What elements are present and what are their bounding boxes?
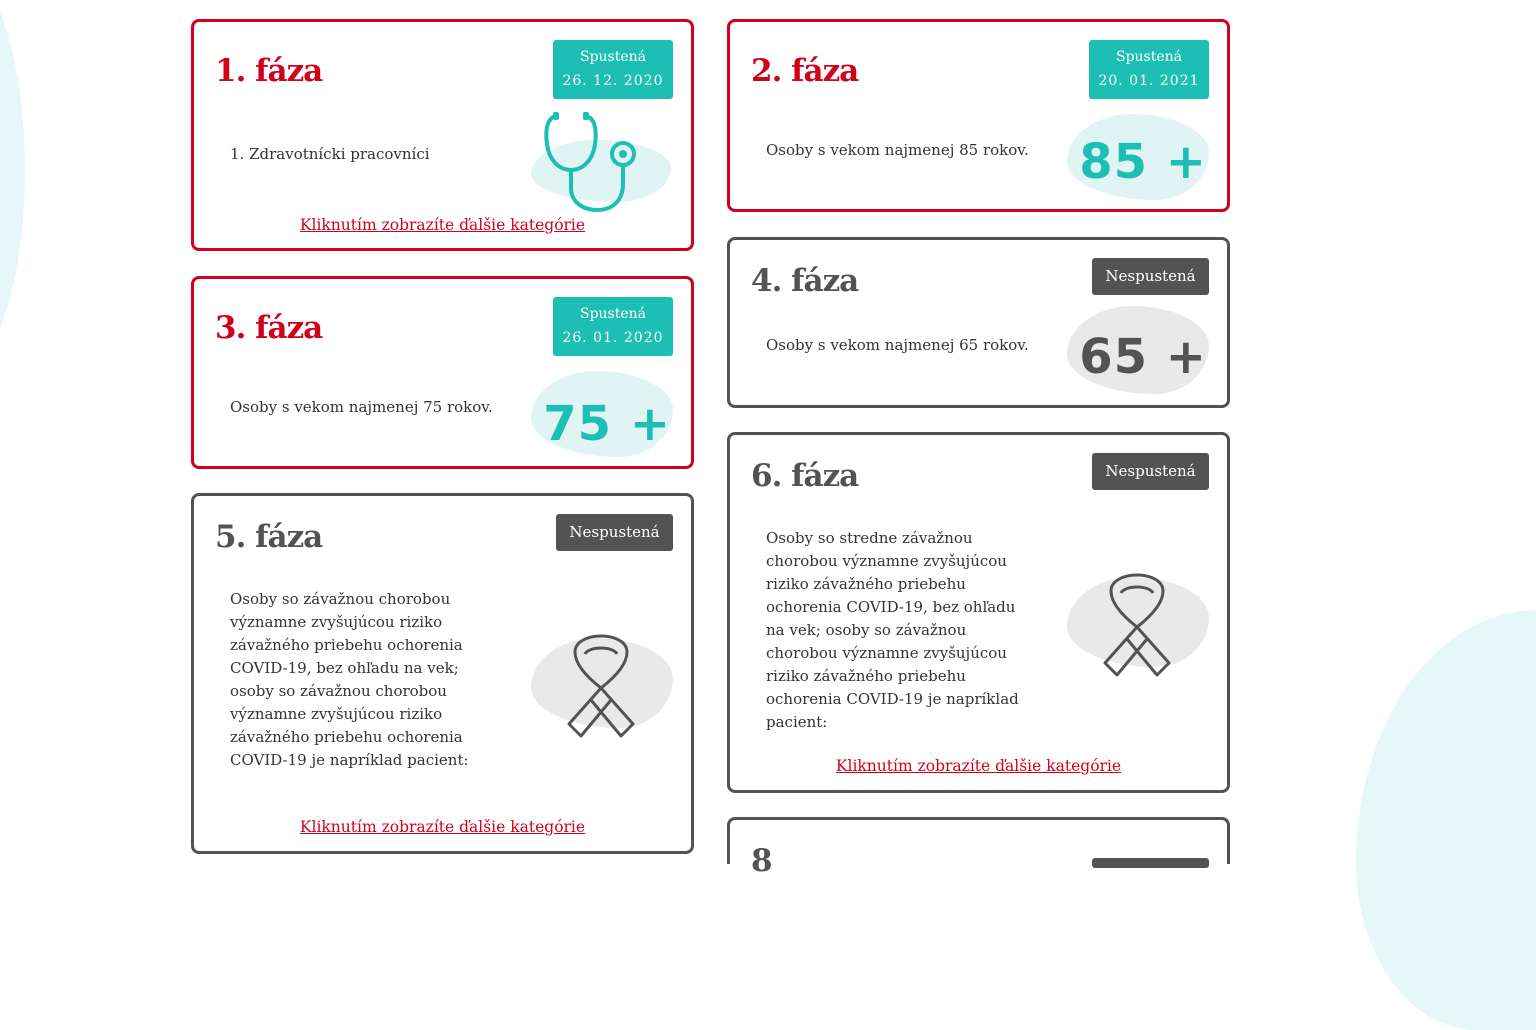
phase-card-2 <box>727 19 1230 212</box>
phase-title: 8 <box>751 843 772 879</box>
phase-card-1 <box>191 19 694 251</box>
status-date: 26. 12. 2020 <box>562 73 664 89</box>
phase-description: 1. Zdravotnícki pracovníci <box>230 145 430 163</box>
phase-card-4 <box>727 237 1230 408</box>
show-more-categories-link[interactable]: Kliknutím zobrazíte ďalšie kategórie <box>299 216 586 234</box>
phase-description: Osoby s vekom najmenej 75 rokov. <box>230 398 493 416</box>
show-more-categories-link[interactable]: Kliknutím zobrazíte ďalšie kategórie <box>835 757 1122 775</box>
age-threshold: 75 + <box>543 396 671 452</box>
awareness-ribbon-icon <box>563 634 639 740</box>
status-badge <box>553 297 673 356</box>
status-badge: Nespustená <box>556 514 673 551</box>
phase-card-8 <box>727 817 1230 879</box>
background-decoration-right <box>1356 610 1536 1030</box>
status-label: Spustená <box>579 49 647 65</box>
status-date: 26. 01. 2020 <box>562 330 664 346</box>
status-badge: Nespustená <box>1092 453 1209 490</box>
background-decoration-left <box>0 0 25 380</box>
status-badge <box>553 40 673 99</box>
phase-title: 4. fáza <box>751 263 859 299</box>
phase-title: 3. fáza <box>215 310 323 346</box>
status-label: Spustená <box>579 306 647 322</box>
phase-description: Osoby s vekom najmenej 65 rokov. <box>766 336 1029 354</box>
phase-title: 6. fáza <box>751 458 859 494</box>
status-badge: Nespustená <box>1092 258 1209 295</box>
phase-card-5 <box>191 493 694 854</box>
phase-title: 1. fáza <box>215 53 323 89</box>
phase-description: Osoby s vekom najmenej 85 rokov. <box>766 141 1029 159</box>
status-badge <box>1092 858 1209 868</box>
show-more-categories-link[interactable]: Kliknutím zobrazíte ďalšie kategórie <box>299 818 586 836</box>
status-badge <box>1089 40 1209 99</box>
phase-description: Osoby so stredne závažnou chorobou významne zvyšujúcou riziko závažného priebehu ochorenia COVID-19, bez ohľadu na vek; osoby so závažnou chorobou významne zvyšujúcou riziko závažného priebehu ochorenia COVID-19 je napríklad pacient: <box>766 529 1019 731</box>
age-threshold: 65 + <box>1079 329 1207 385</box>
phase-title: 5. fáza <box>215 519 323 555</box>
status-label: Spustená <box>1115 49 1183 65</box>
status-date: 20. 01. 2021 <box>1098 73 1200 89</box>
phase-description: Osoby so závažnou chorobou významne zvyšujúcou riziko závažného priebehu ochorenia COVID-19, bez ohľadu na vek; osoby so závažnou chorobou významne zvyšujúcou riziko závažného priebehu ochorenia COVID-19 je napríklad pacient: <box>230 590 469 769</box>
age-threshold: 85 + <box>1079 134 1207 190</box>
awareness-ribbon-icon <box>1099 573 1175 679</box>
stethoscope-icon <box>541 110 651 214</box>
phase-card-6 <box>727 432 1230 793</box>
phase-card-3 <box>191 276 694 469</box>
phase-title: 2. fáza <box>751 53 859 89</box>
